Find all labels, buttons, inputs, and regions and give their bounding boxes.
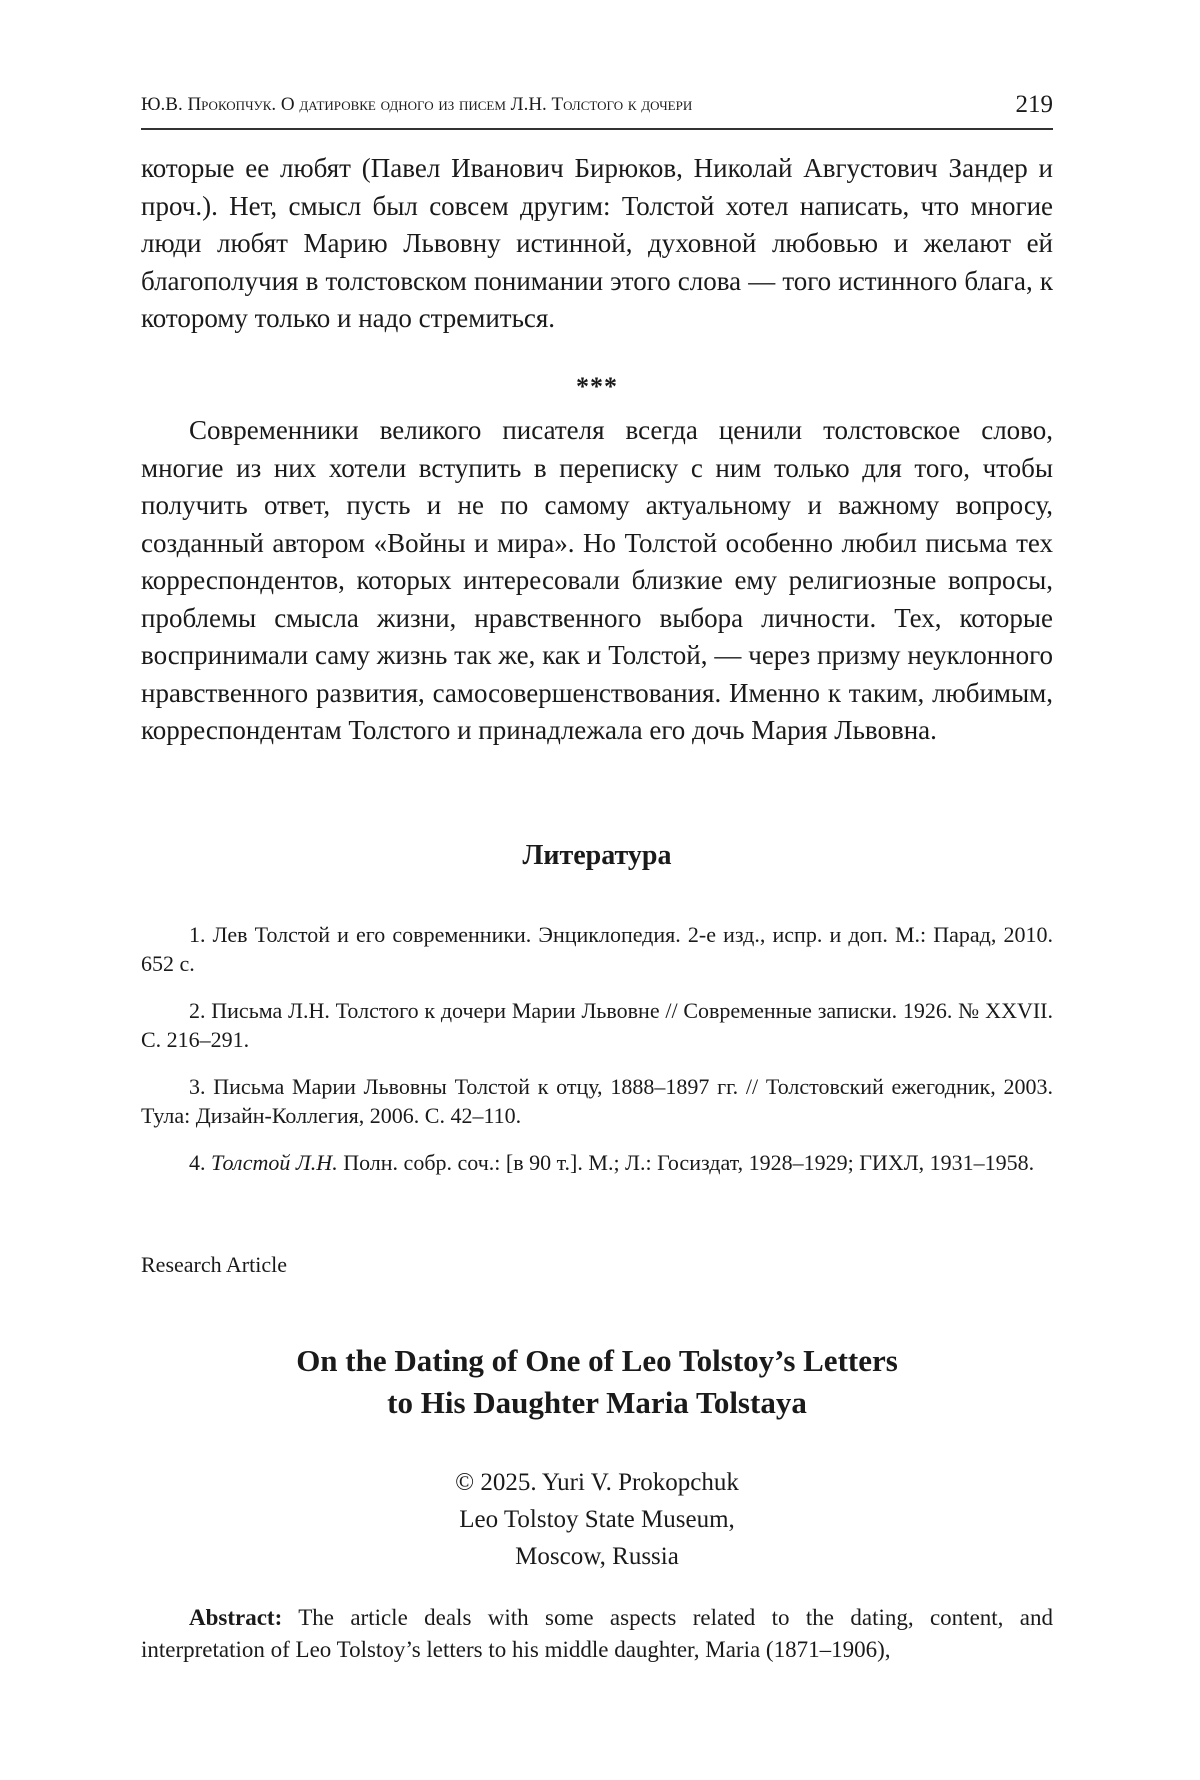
- section-separator: ***: [576, 372, 618, 401]
- abstract-label: Abstract:: [189, 1605, 283, 1630]
- page-number: 219: [1015, 91, 1053, 118]
- affiliation: Leo Tolstoy State Museum,: [459, 1506, 735, 1533]
- reference-author: Толстой Л.Н.: [211, 1150, 338, 1175]
- reference-item: 3. Письма Марии Львовны Толстой к отцу, 1888–1897 гг. // Толстовский ежегодник, 2003. Тула: Дизайн-Коллегия, 2006. С. 42–110.: [141, 1074, 1053, 1128]
- reference-details: Полн. собр. соч.: [в 90 т.]. М.; Л.: Госиздат, 1928–1929; ГИХЛ, 1931–1958.: [337, 1150, 1035, 1175]
- author-block: [141, 1464, 1053, 1575]
- article-type-label: Research Article: [141, 1252, 287, 1277]
- abstract-text: The article deals with some aspects related to the dating, content, and interpretation of Leo Tolstoy’s letters to his middle daughter, Maria (1871–1906),: [141, 1605, 1053, 1662]
- reference-item: [141, 1148, 1053, 1177]
- running-header: [141, 88, 1053, 130]
- english-title: [141, 1340, 1053, 1424]
- paragraph-text: Современники великого писателя всегда ценили толстовское слово, многие из них хотели вступить в переписку с ним только для того, чтобы получить ответ, пусть и не по самому актуальному и важному вопросу, созданный автором «Войны и мира». Но Толстой особенно любил письма тех корреспондентов, которых интересовали близкие ему религиозные вопросы, проблемы смысла жизни, нравственного выбора личности. Тех, которые воспринимали саму жизнь так же, как и Толстой, — через призму неуклонного нравственного развития, самосовершенствования. Именно к таким, любимым, корреспондентам Толстого и принадлежала его дочь Мария Львовна.: [141, 415, 1053, 745]
- reference-item: 2. Письма Л.Н. Толстого к дочери Марии Львовне // Современные записки. 1926. № XXVII. С. 216–291.: [141, 998, 1053, 1052]
- title-line-1: On the Dating of One of Leo Tolstoy’s Letters: [296, 1343, 898, 1378]
- reference-item: 1. Лев Толстой и его современники. Энциклопедия. 2-е изд., испр. и доп. М.: Парад, 2010. 652 с.: [141, 922, 1053, 976]
- journal-page: [141, 0, 1053, 1780]
- abstract-paragraph: [141, 1602, 1053, 1666]
- references-heading: Литература: [522, 840, 672, 871]
- location: Moscow, Russia: [515, 1543, 679, 1570]
- body-paragraph-2: [141, 412, 1053, 750]
- body-paragraph-1: [141, 150, 1053, 338]
- running-title: Ю.В. Прокопчук. О датировке одного из писем Л.Н. Толстого к дочери: [141, 94, 693, 115]
- reference-number: 4.: [189, 1150, 211, 1175]
- abstract: [141, 1602, 1053, 1666]
- paragraph-text: которые ее любят (Павел Иванович Бирюков, Николай Августович Зандер и проч.). Нет, смысл был совсем другим: Толстой хотел написать, что многие люди любят Марию Львовну истинной, духовной любовью и желают ей благополучия в толстовском понимании этого слова — того истинного блага, к которому только и надо стремиться.: [141, 153, 1053, 333]
- copyright-author: © 2025. Yuri V. Prokopchuk: [455, 1469, 739, 1496]
- references-list: [141, 920, 1053, 1195]
- title-line-2: to His Daughter Maria Tolstaya: [387, 1385, 807, 1420]
